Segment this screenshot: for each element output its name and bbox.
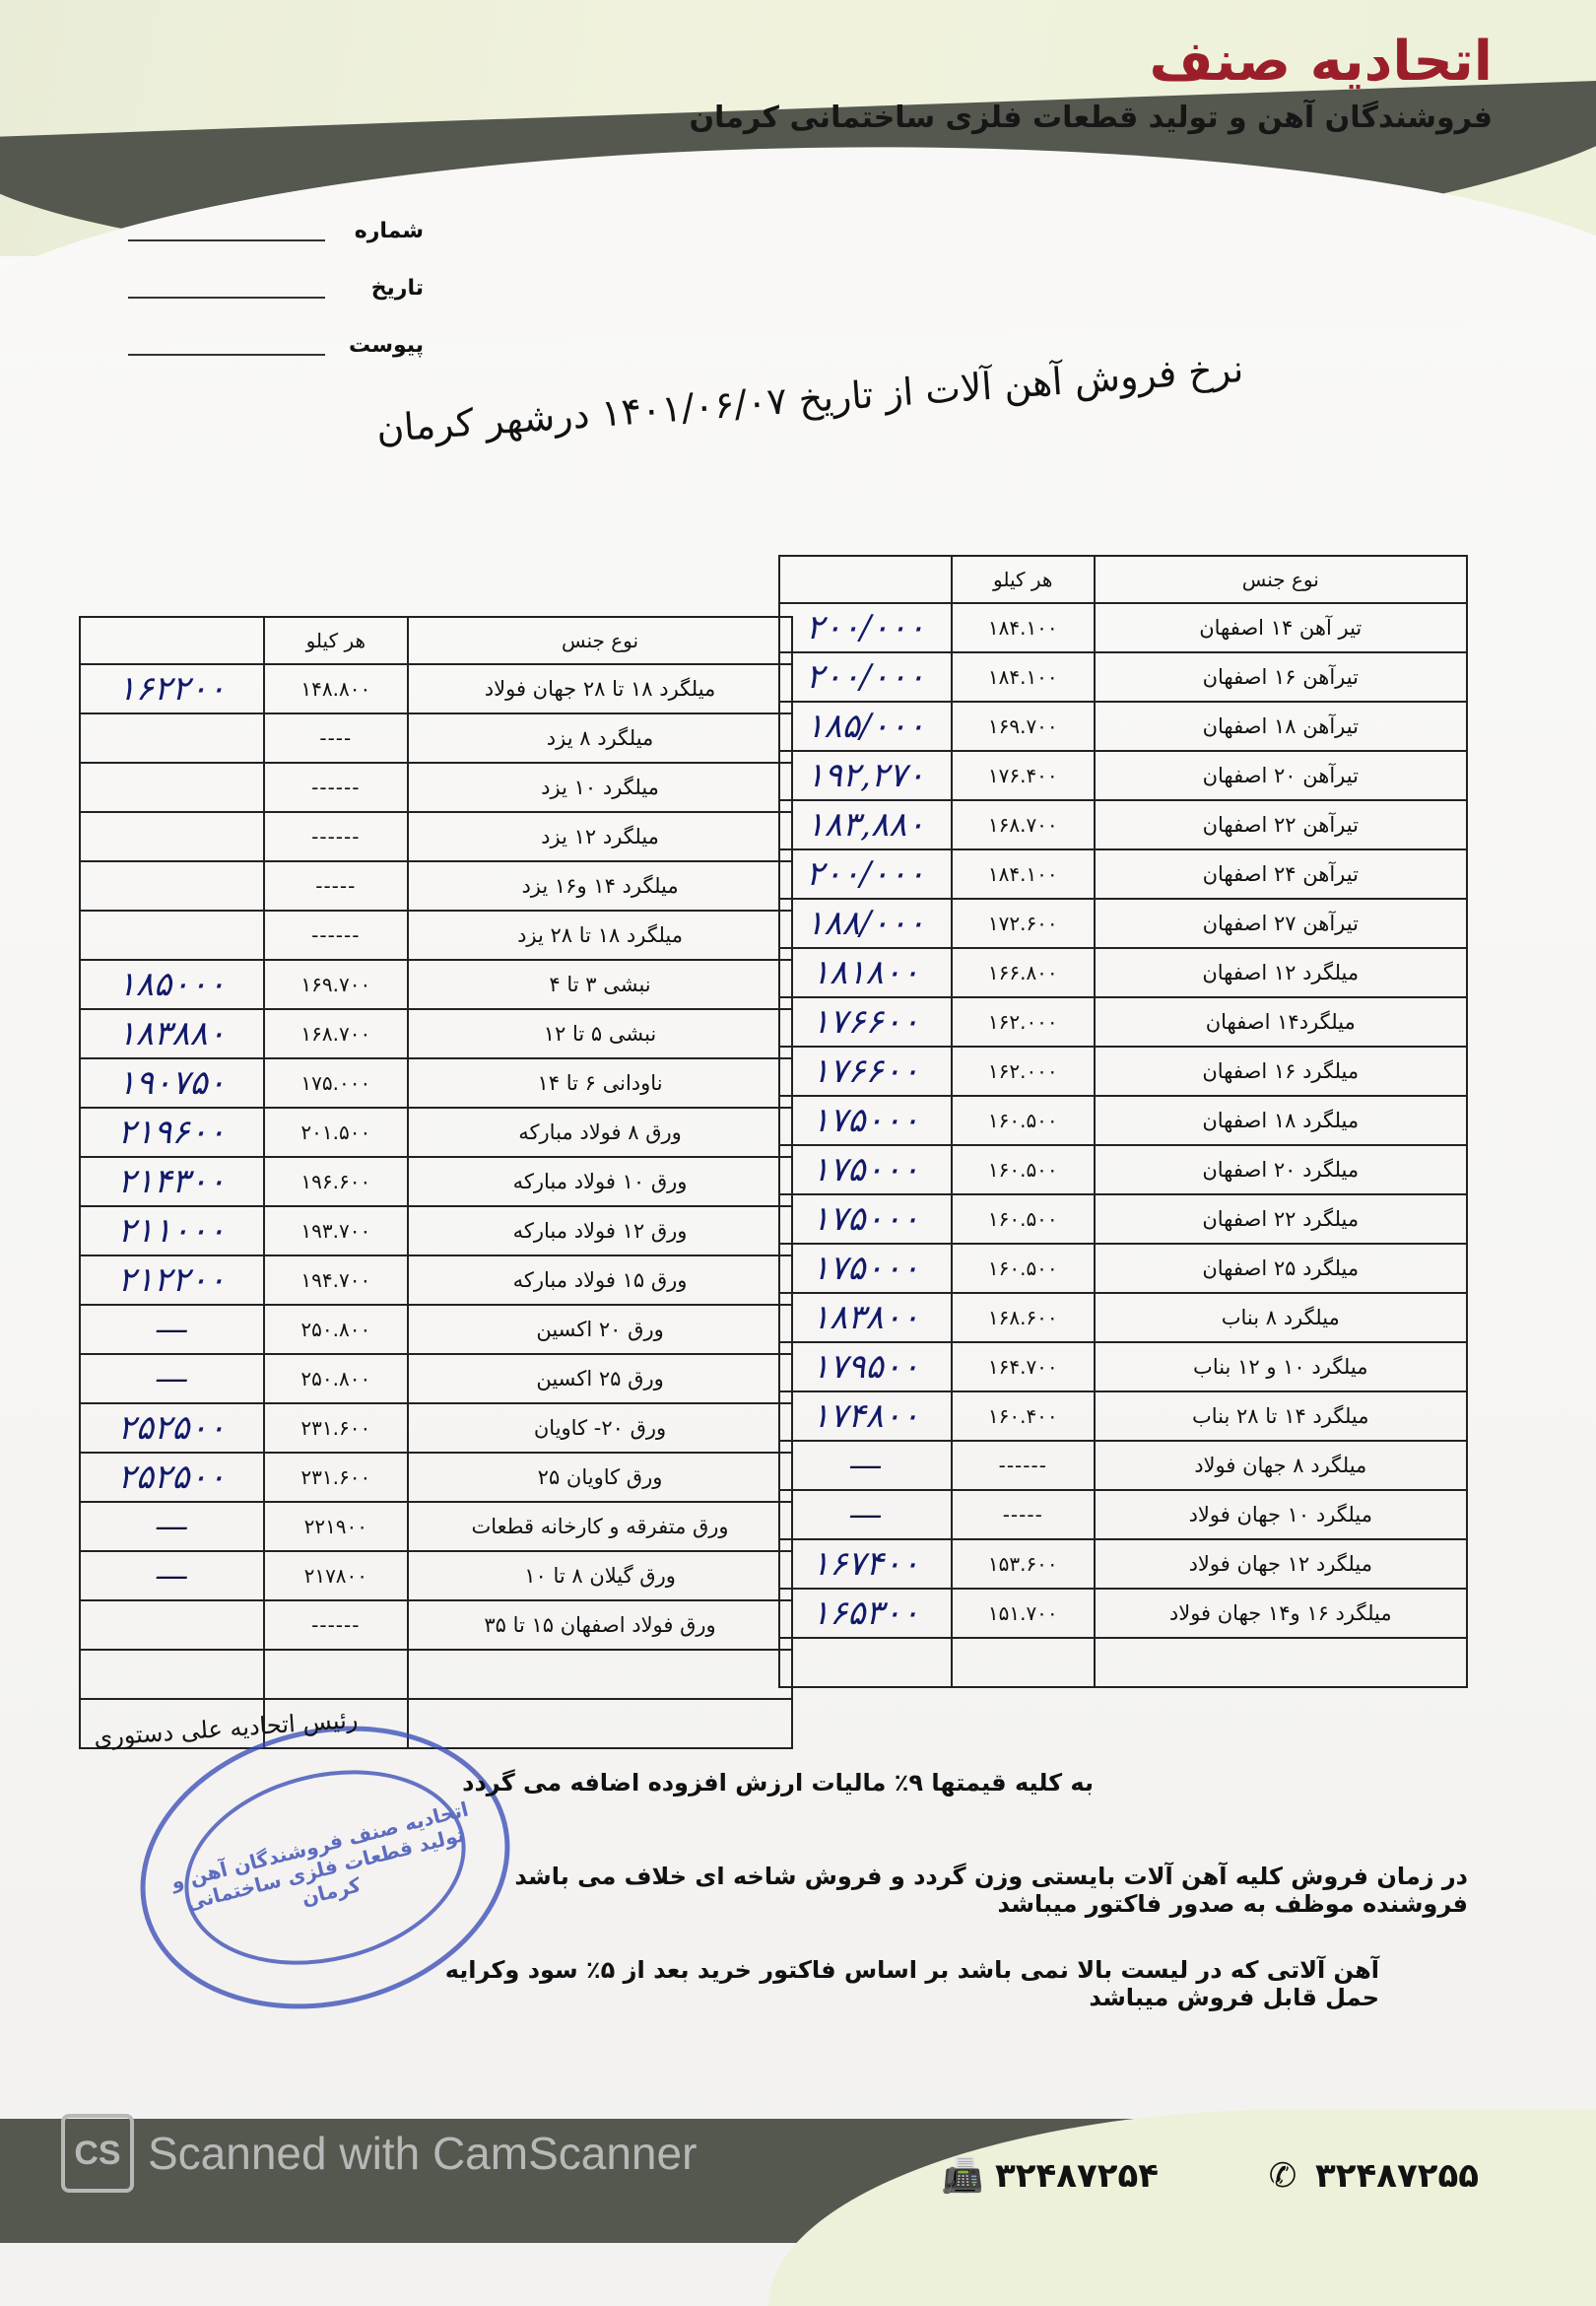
handwritten-price-cell: ۲۱۲۲۰۰ <box>80 1255 264 1305</box>
price-per-kilo-cell: ۲۳۱.۶۰۰ <box>264 1403 409 1453</box>
table-row <box>80 1058 792 1108</box>
item-type-cell: میلگرد ۱۶ و۱۴ جهان فولاد <box>1095 1589 1468 1638</box>
item-type-cell: میلگرد ۱۸ تا ۲۸ جهان فولاد <box>408 664 792 713</box>
price-per-kilo-cell: ----- <box>264 861 409 911</box>
handwritten-price-cell: ۱۷۴۸۰۰ <box>779 1391 952 1441</box>
table-row <box>779 1490 1467 1539</box>
table-row <box>80 1354 792 1403</box>
item-type-cell: تیرآهن ۱۸ اصفهان <box>1095 702 1468 751</box>
price-per-kilo-cell: ۱۸۴.۱۰۰ <box>952 849 1094 899</box>
item-type-cell: میلگرد ۸ جهان فولاد <box>1095 1441 1468 1490</box>
handwritten-price-cell: ۱۸۸/۰۰۰ <box>779 899 952 948</box>
item-type-cell: میلگرد ۱۰ یزد <box>408 763 792 812</box>
handwritten-price-cell: ۲۱۹۶۰۰ <box>80 1108 264 1157</box>
table-row <box>779 1293 1467 1342</box>
price-per-kilo-cell: ۲۳۱.۶۰۰ <box>264 1453 409 1502</box>
handwritten-price-cell <box>80 911 264 960</box>
handwritten-price-cell: ۲۱۱۰۰۰ <box>80 1206 264 1255</box>
table-row <box>80 1157 792 1206</box>
price-per-kilo-cell: ۲۵۰.۸۰۰ <box>264 1354 409 1403</box>
column-header-type: نوع جنس <box>1095 556 1468 603</box>
handwritten-price-cell: ۱۷۵۰۰۰ <box>779 1145 952 1194</box>
signature-label: رئیس اتحادیه علی دستوری <box>93 1705 360 1752</box>
item-type-cell: ورق متفرقه و کارخانه قطعات <box>408 1502 792 1551</box>
item-type-cell <box>408 1650 792 1699</box>
note-weighing: در زمان فروش کلیه آهن آلات بایستی وزن گردد و فروش شاخه ای خلاف می باشد فروشنده موظف به صدور فاکتور میباشد <box>514 1863 1468 1918</box>
handwritten-price-cell: ۱۷۶۶۰۰ <box>779 997 952 1047</box>
item-type-cell: میلگرد ۱۸ تا ۲۸ یزد <box>408 911 792 960</box>
meta-line <box>128 297 325 299</box>
meta-row-attachment <box>118 316 424 373</box>
item-type-cell: میلگرد ۲۰ اصفهان <box>1095 1145 1468 1194</box>
meta-fields <box>118 202 424 373</box>
handwritten-price-cell: ۱۷۵۰۰۰ <box>779 1194 952 1244</box>
price-per-kilo-cell: ۱۶۲.۰۰۰ <box>952 997 1094 1047</box>
item-type-cell <box>408 1699 792 1748</box>
table-row <box>80 1600 792 1650</box>
handwritten-price-cell: ۱۷۹۵۰۰ <box>779 1342 952 1391</box>
table-row <box>779 800 1467 849</box>
table-header-row <box>779 556 1467 603</box>
item-type-cell: ورق ۲۵ اکسین <box>408 1354 792 1403</box>
handwritten-price-cell: ۱۸۳۸۰۰ <box>779 1293 952 1342</box>
table-row <box>80 1305 792 1354</box>
price-per-kilo-cell: ۱۹۴.۷۰۰ <box>264 1255 409 1305</box>
table-row <box>779 702 1467 751</box>
price-per-kilo-cell: ۱۵۳.۶۰۰ <box>952 1539 1094 1589</box>
handwritten-price-cell: ۲۰۰/۰۰۰ <box>779 652 952 702</box>
price-per-kilo-cell: ۱۶۸.۷۰۰ <box>952 800 1094 849</box>
table-row <box>779 899 1467 948</box>
handwritten-price-cell <box>80 861 264 911</box>
handwritten-price-cell: ۲۵۲۵۰۰ <box>80 1453 264 1502</box>
price-table-right <box>778 555 1468 1688</box>
handwritten-price-cell: ۱۸۱۸۰۰ <box>779 948 952 997</box>
handwritten-price-cell: ۱۹۰۷۵۰ <box>80 1058 264 1108</box>
item-type-cell: میلگرد ۱۲ یزد <box>408 812 792 861</box>
fax-contact <box>941 2153 1160 2199</box>
table-row <box>779 1342 1467 1391</box>
price-per-kilo-cell: ۱۷۲.۶۰۰ <box>952 899 1094 948</box>
price-per-kilo-cell: ------ <box>264 763 409 812</box>
org-subtitle: فروشندگان آهن و تولید قطعات فلزی ساختمانی کرمان <box>689 101 1493 135</box>
item-type-cell: ورق ۲۰- کاویان <box>408 1403 792 1453</box>
price-per-kilo-cell: ۲۲۱۹۰۰ <box>264 1502 409 1551</box>
document-title: نرخ فروش آهن آلات از تاریخ ۱۴۰۱/۰۶/۰۷ درشهر کرمان <box>374 346 1245 451</box>
item-type-cell: ورق ۱۵ فولاد مبارکه <box>408 1255 792 1305</box>
table-row <box>779 1096 1467 1145</box>
meta-row-date <box>118 259 424 316</box>
item-type-cell: ورق فولاد اصفهان ۱۵ تا ۳۵ <box>408 1600 792 1650</box>
handwritten-price-cell: ۱۷۶۶۰۰ <box>779 1047 952 1096</box>
item-type-cell: ناودانی ۶ تا ۱۴ <box>408 1058 792 1108</box>
item-type-cell: ورق ۸ فولاد مبارکه <box>408 1108 792 1157</box>
handwritten-price-cell <box>80 763 264 812</box>
handwritten-price-cell: ۱۶۲۲۰۰ <box>80 664 264 713</box>
item-type-cell: میلگرد ۱۲ اصفهان <box>1095 948 1468 997</box>
table-row <box>80 960 792 1009</box>
handwritten-price-cell <box>80 812 264 861</box>
meta-line <box>128 239 325 241</box>
price-per-kilo-cell: ۱۶۰.۵۰۰ <box>952 1194 1094 1244</box>
item-type-cell: نبشی ۵ تا ۱۲ <box>408 1009 792 1058</box>
item-type-cell: میلگرد ۸ بناب <box>1095 1293 1468 1342</box>
price-per-kilo-cell: ۱۷۶.۴۰۰ <box>952 751 1094 800</box>
handwritten-price-cell <box>80 713 264 763</box>
table-row <box>80 664 792 713</box>
camscanner-logo-icon: CS <box>61 2114 134 2193</box>
org-title: اتحادیه صنف <box>1149 30 1493 94</box>
item-type-cell: میلگرد ۲۲ اصفهان <box>1095 1194 1468 1244</box>
item-type-cell: میلگرد ۱۴ و۱۶ یزد <box>408 861 792 911</box>
meta-label: تاریخ <box>370 275 424 301</box>
note-unlisted-items: آهن آلاتی که در لیست بالا نمی باشد بر اساس فاکتور خرید بعد از ۵٪ سود وکرایه حمل قابل فروش میباشد <box>444 1956 1379 2011</box>
column-header-per-kilo: هر کیلو <box>952 556 1094 603</box>
camscanner-text: Scanned with CamScanner <box>148 2128 698 2179</box>
item-type-cell: میلگرد۱۴ اصفهان <box>1095 997 1468 1047</box>
meta-label: پیوست <box>349 332 424 358</box>
price-per-kilo-cell: ۱۶۸.۷۰۰ <box>264 1009 409 1058</box>
item-type-cell: ورق گیلان ۸ تا ۱۰ <box>408 1551 792 1600</box>
price-per-kilo-cell <box>952 1638 1094 1687</box>
item-type-cell: ورق ۲۰ اکسین <box>408 1305 792 1354</box>
price-per-kilo-cell: ------ <box>264 1600 409 1650</box>
handwritten-price-cell: ۱۸۵۰۰۰ <box>80 960 264 1009</box>
item-type-cell: میلگرد ۱۸ اصفهان <box>1095 1096 1468 1145</box>
handwritten-price-cell: ۲۱۴۳۰۰ <box>80 1157 264 1206</box>
phone-number: ۳۲۴۸۷۲۵۵ <box>1315 2156 1480 2196</box>
table-row <box>779 997 1467 1047</box>
meta-line <box>128 354 325 356</box>
table-row <box>779 1539 1467 1589</box>
price-per-kilo-cell: ۱۹۳.۷۰۰ <box>264 1206 409 1255</box>
price-per-kilo-cell: ------ <box>264 812 409 861</box>
handwritten-price-cell: — <box>80 1502 264 1551</box>
table-row <box>779 849 1467 899</box>
item-type-cell: نبشی ۳ تا ۴ <box>408 960 792 1009</box>
price-per-kilo-cell: ۲۰۱.۵۰۰ <box>264 1108 409 1157</box>
table-row <box>80 1453 792 1502</box>
price-per-kilo-cell: ۲۵۰.۸۰۰ <box>264 1305 409 1354</box>
fax-icon: 📠 <box>941 2156 984 2196</box>
table-row <box>80 1502 792 1551</box>
item-type-cell: ورق کاویان ۲۵ <box>408 1453 792 1502</box>
table-row <box>779 652 1467 702</box>
fax-number: ۳۲۴۸۷۲۵۴ <box>995 2156 1160 2196</box>
phone-contact <box>1266 2153 1479 2199</box>
price-per-kilo-cell <box>264 1650 409 1699</box>
column-header-per-kilo: هر کیلو <box>264 617 409 664</box>
handwritten-price-cell: — <box>80 1354 264 1403</box>
table-row <box>779 948 1467 997</box>
handwritten-price-cell <box>779 1638 952 1687</box>
item-type-cell: میلگرد ۱۰ جهان فولاد <box>1095 1490 1468 1539</box>
price-per-kilo-cell: ۱۷۵.۰۰۰ <box>264 1058 409 1108</box>
price-per-kilo-cell: ۱۶۸.۶۰۰ <box>952 1293 1094 1342</box>
column-header-handwritten <box>80 617 264 664</box>
price-per-kilo-cell: ۱۶۶.۸۰۰ <box>952 948 1094 997</box>
table-row <box>80 1108 792 1157</box>
handwritten-price-cell: — <box>779 1490 952 1539</box>
price-per-kilo-cell: ۲۱۷۸۰۰ <box>264 1551 409 1600</box>
table-row <box>80 861 792 911</box>
handwritten-price-cell: ۱۸۵/۰۰۰ <box>779 702 952 751</box>
handwritten-price-cell <box>80 1650 264 1699</box>
item-type-cell: تیر آهن ۱۴ اصفهان <box>1095 603 1468 652</box>
handwritten-price-cell <box>80 1600 264 1650</box>
price-per-kilo-cell: ۱۴۸.۸۰۰ <box>264 664 409 713</box>
handwritten-price-cell: — <box>80 1551 264 1600</box>
table-row <box>779 1194 1467 1244</box>
meta-row-number <box>118 202 424 259</box>
table-row <box>779 1441 1467 1490</box>
table-row <box>80 812 792 861</box>
handwritten-price-cell: — <box>80 1305 264 1354</box>
price-per-kilo-cell: ۱۶۲.۰۰۰ <box>952 1047 1094 1096</box>
table-header-row <box>80 617 792 664</box>
price-per-kilo-cell: ۱۶۰.۵۰۰ <box>952 1096 1094 1145</box>
handwritten-price-cell: — <box>779 1441 952 1490</box>
table-row <box>779 1145 1467 1194</box>
item-type-cell: تیرآهن ۲۰ اصفهان <box>1095 751 1468 800</box>
handwritten-price-cell: ۱۸۳۸۸۰ <box>80 1009 264 1058</box>
table-row <box>779 1638 1467 1687</box>
price-per-kilo-cell: ۱۵۱.۷۰۰ <box>952 1589 1094 1638</box>
item-type-cell: میلگرد ۱۲ جهان فولاد <box>1095 1539 1468 1589</box>
price-per-kilo-cell: ------ <box>952 1441 1094 1490</box>
table-row <box>80 1403 792 1453</box>
price-per-kilo-cell: ۱۹۶.۶۰۰ <box>264 1157 409 1206</box>
price-per-kilo-cell: ---- <box>264 713 409 763</box>
handwritten-price-cell: ۱۷۵۰۰۰ <box>779 1244 952 1293</box>
handwritten-price-cell: ۲۰۰/۰۰۰ <box>779 849 952 899</box>
item-type-cell: میلگرد ۸ یزد <box>408 713 792 763</box>
item-type-cell: تیرآهن ۱۶ اصفهان <box>1095 652 1468 702</box>
item-type-cell: میلگرد ۱۰ و ۱۲ بناب <box>1095 1342 1468 1391</box>
phone-icon: ✆ <box>1268 2156 1297 2196</box>
item-type-cell: میلگرد ۱۶ اصفهان <box>1095 1047 1468 1096</box>
item-type-cell: تیرآهن ۲۴ اصفهان <box>1095 849 1468 899</box>
table-row <box>80 1650 792 1699</box>
price-per-kilo-cell: ۱۶۰.۴۰۰ <box>952 1391 1094 1441</box>
handwritten-price-cell: ۱۸۳,۸۸۰ <box>779 800 952 849</box>
table-row <box>80 1255 792 1305</box>
table-row <box>80 911 792 960</box>
item-type-cell: تیرآهن ۲۲ اصفهان <box>1095 800 1468 849</box>
table-row <box>80 1206 792 1255</box>
handwritten-price-cell: ۲۵۲۵۰۰ <box>80 1403 264 1453</box>
table-row <box>779 1391 1467 1441</box>
camscanner-watermark <box>61 2114 697 2193</box>
price-per-kilo-cell: ۱۸۴.۱۰۰ <box>952 603 1094 652</box>
price-table-left <box>79 616 793 1749</box>
column-header-handwritten <box>779 556 952 603</box>
price-per-kilo-cell: ۱۶۹.۷۰۰ <box>264 960 409 1009</box>
price-per-kilo-cell: ----- <box>952 1490 1094 1539</box>
table-row <box>779 1589 1467 1638</box>
price-per-kilo-cell: ------ <box>264 911 409 960</box>
table-row <box>779 1244 1467 1293</box>
price-per-kilo-cell: ۱۸۴.۱۰۰ <box>952 652 1094 702</box>
price-per-kilo-cell: ۱۶۰.۵۰۰ <box>952 1244 1094 1293</box>
item-type-cell: میلگرد ۱۴ تا ۲۸ بناب <box>1095 1391 1468 1441</box>
table-row <box>80 1009 792 1058</box>
column-header-type: نوع جنس <box>408 617 792 664</box>
table-row <box>80 1551 792 1600</box>
item-type-cell: تیرآهن ۲۷ اصفهان <box>1095 899 1468 948</box>
price-per-kilo-cell: ۱۶۴.۷۰۰ <box>952 1342 1094 1391</box>
item-type-cell: میلگرد ۲۵ اصفهان <box>1095 1244 1468 1293</box>
handwritten-price-cell: ۱۶۷۴۰۰ <box>779 1539 952 1589</box>
table-row <box>779 751 1467 800</box>
price-per-kilo-cell: ۱۶۰.۵۰۰ <box>952 1145 1094 1194</box>
handwritten-price-cell: ۲۰۰/۰۰۰ <box>779 603 952 652</box>
item-type-cell <box>1095 1638 1468 1687</box>
table-row <box>779 603 1467 652</box>
table-row <box>80 713 792 763</box>
note-vat: به کلیه قیمتها ۹٪ مالیات ارزش افزوده اضافه می گردد <box>462 1769 1094 1797</box>
item-type-cell: ورق ۱۰ فولاد مبارکه <box>408 1157 792 1206</box>
handwritten-price-cell: ۱۹۲,۲۷۰ <box>779 751 952 800</box>
item-type-cell: ورق ۱۲ فولاد مبارکه <box>408 1206 792 1255</box>
table-row <box>80 763 792 812</box>
table-row <box>779 1047 1467 1096</box>
stamp-text: اتحادیه صنف فروشندگان آهن و تولید قطعات فلزی ساختمانی کرمان <box>168 1797 471 1915</box>
meta-label: شماره <box>354 218 424 243</box>
handwritten-price-cell: ۱۷۵۰۰۰ <box>779 1096 952 1145</box>
handwritten-price-cell: ۱۶۵۳۰۰ <box>779 1589 952 1638</box>
price-per-kilo-cell: ۱۶۹.۷۰۰ <box>952 702 1094 751</box>
